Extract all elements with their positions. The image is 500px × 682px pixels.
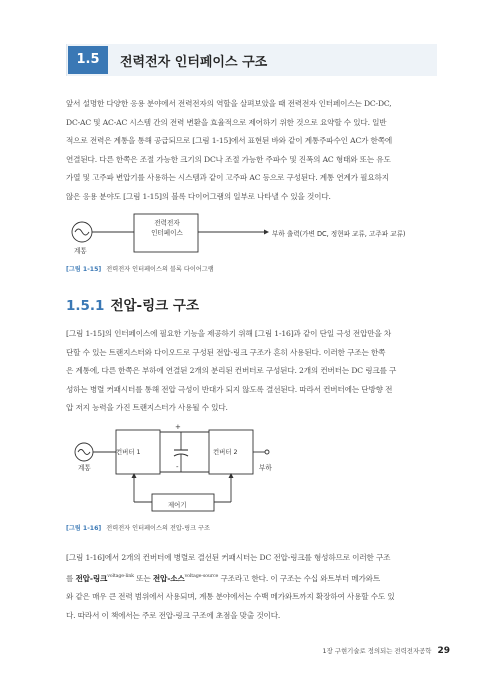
- figure-1-16-caption: [66, 523, 210, 532]
- interface-box-label: [135, 218, 199, 238]
- sine-wave-icon: [75, 229, 89, 235]
- text-line: 단할 수 있는 트랜지스터와 다이오드로 구성된 전압-링크 구조가 흔히 사용된다. 이러한 구조는 한쪽: [66, 347, 386, 357]
- caption-text: 전력전자 인터페이스의 전압-링크 구조: [106, 525, 211, 532]
- text-line: 다. 따라서 이 책에서는 주로 전압-링크 구조에 초점을 맞출 것이다.: [66, 610, 281, 620]
- page-number: 29: [437, 646, 450, 656]
- text-line: 가열 및 고주파 변압기를 사용하는 시스템과 같이 고주파 AC 등으로 구성된다. 계통 연계가 필요하지: [66, 173, 389, 182]
- text-line: 성하는 병렬 커패시터를 통해 전압 극성이 반대가 되지 않도록 결선된다. 따라서 컨버터에는 단방향 전: [66, 384, 393, 394]
- term-voltage-link: 전압-링크: [75, 573, 108, 583]
- controller-label: 제어기: [168, 501, 187, 509]
- text-line-with-terms: [66, 568, 442, 589]
- grid-label: 계통: [78, 464, 91, 472]
- figure-1-15-caption: [66, 264, 214, 273]
- text-line: 와 같은 매우 큰 전력 범위에서 사용되며, 계통 분야에서는 수백 메가와트까지 확장하여 사용할 수도 있: [66, 592, 395, 601]
- text-fragment: 또는: [133, 573, 153, 583]
- load-output-label: 부하 출력(가변 DC, 정현파 교류, 고주파 교류): [272, 230, 406, 238]
- caption-tag: [그림 1-16]: [66, 525, 102, 532]
- caption-tag: [그림 1-15]: [66, 266, 102, 273]
- paragraph-voltage-source: [66, 549, 442, 625]
- paragraph-voltage-link: [66, 325, 442, 418]
- term-voltage-source: 전압-소스: [152, 573, 185, 583]
- converter-1-label: 컨버터 1: [116, 448, 141, 456]
- text-line: DC-AC 및 AC-AC 시스템 간의 전력 변환을 효율적으로 제어하기 위한 것으로 요약할 수 있다. 일반: [66, 117, 387, 127]
- section-title: 전력전자 인터페이스 구조: [120, 55, 268, 70]
- section-number: 1.5: [68, 46, 108, 74]
- subsection-heading: [66, 294, 199, 314]
- text-line: 압 저지 능력을 가진 트랜지스터가 사용될 수 있다.: [66, 403, 228, 412]
- sine-wave-icon: [78, 450, 90, 455]
- load-terminal-icon: [265, 450, 269, 454]
- paragraph-intro: [66, 95, 442, 206]
- text-line: 연결된다. 다른 한쪽은 조절 가능한 크기의 DC나 조절 가능한 주파수 및 진폭의 AC 형태와 또는 유도: [66, 154, 391, 164]
- text-line: 은 계통에, 다른 한쪽은 부하에 연결된 2개의 분리된 컨버터로 구성된다. 2개의 컨버터는 DC 링크를 구: [66, 366, 397, 375]
- text-line: 않은 응용 분야도 [그림 1-15]의 블록 다이어그램의 일부로 나타낼 수 있을 것이다.: [66, 191, 331, 201]
- chapter-title: 1장 구현기술로 정의되는 전력전자공학: [322, 647, 432, 655]
- term-voltage-source-english: voltage-source: [184, 573, 219, 579]
- interface-line-2: 인터페이스: [151, 229, 183, 237]
- text-line: 적으로 전력은 계통을 통해 공급되므로 [그림 1-15]에서 표현된 바와 같이 계통주파수인 AC가 한쪽에: [66, 136, 393, 145]
- text-line: [그림 1-16]에서 2개의 컨버터에 병렬로 결선된 커패시터는 DC 전압-링크를 형성하므로 이러한 구조: [66, 553, 391, 562]
- load-label: 부하: [259, 464, 272, 472]
- text-line: 앞서 설명한 다양한 응용 분야에서 전력전자의 역할을 살펴보았을 때 전력전자 인터페이스는 DC-DC,: [66, 99, 392, 108]
- page-footer: [300, 646, 450, 656]
- interface-line-1: 전력전자: [154, 219, 180, 227]
- text-line: [그림 1-15]의 인터페이스에 필요한 기능을 제공하기 위해 [그림 1-16]과 같이 단일 극성 전압만을 차: [66, 329, 392, 338]
- converter-2-label: 컨버터 2: [213, 448, 238, 456]
- caption-text: 전력전자 인터페이스의 블록 다이어그램: [106, 266, 214, 273]
- text-fragment: 를: [66, 573, 76, 583]
- text-fragment: 구조라고 한다. 이 구조는 수십 와트부터 메가와트: [218, 573, 381, 583]
- grid-label: 계통: [74, 247, 87, 255]
- minus-sign: -: [176, 463, 179, 471]
- subsection-title: 전압-링크 구조: [110, 298, 199, 314]
- plus-sign: +: [175, 423, 181, 431]
- term-voltage-link-english: voltage-link: [107, 573, 134, 579]
- subsection-number: 1.5.1: [66, 298, 105, 314]
- arrow-head-icon: [264, 230, 269, 235]
